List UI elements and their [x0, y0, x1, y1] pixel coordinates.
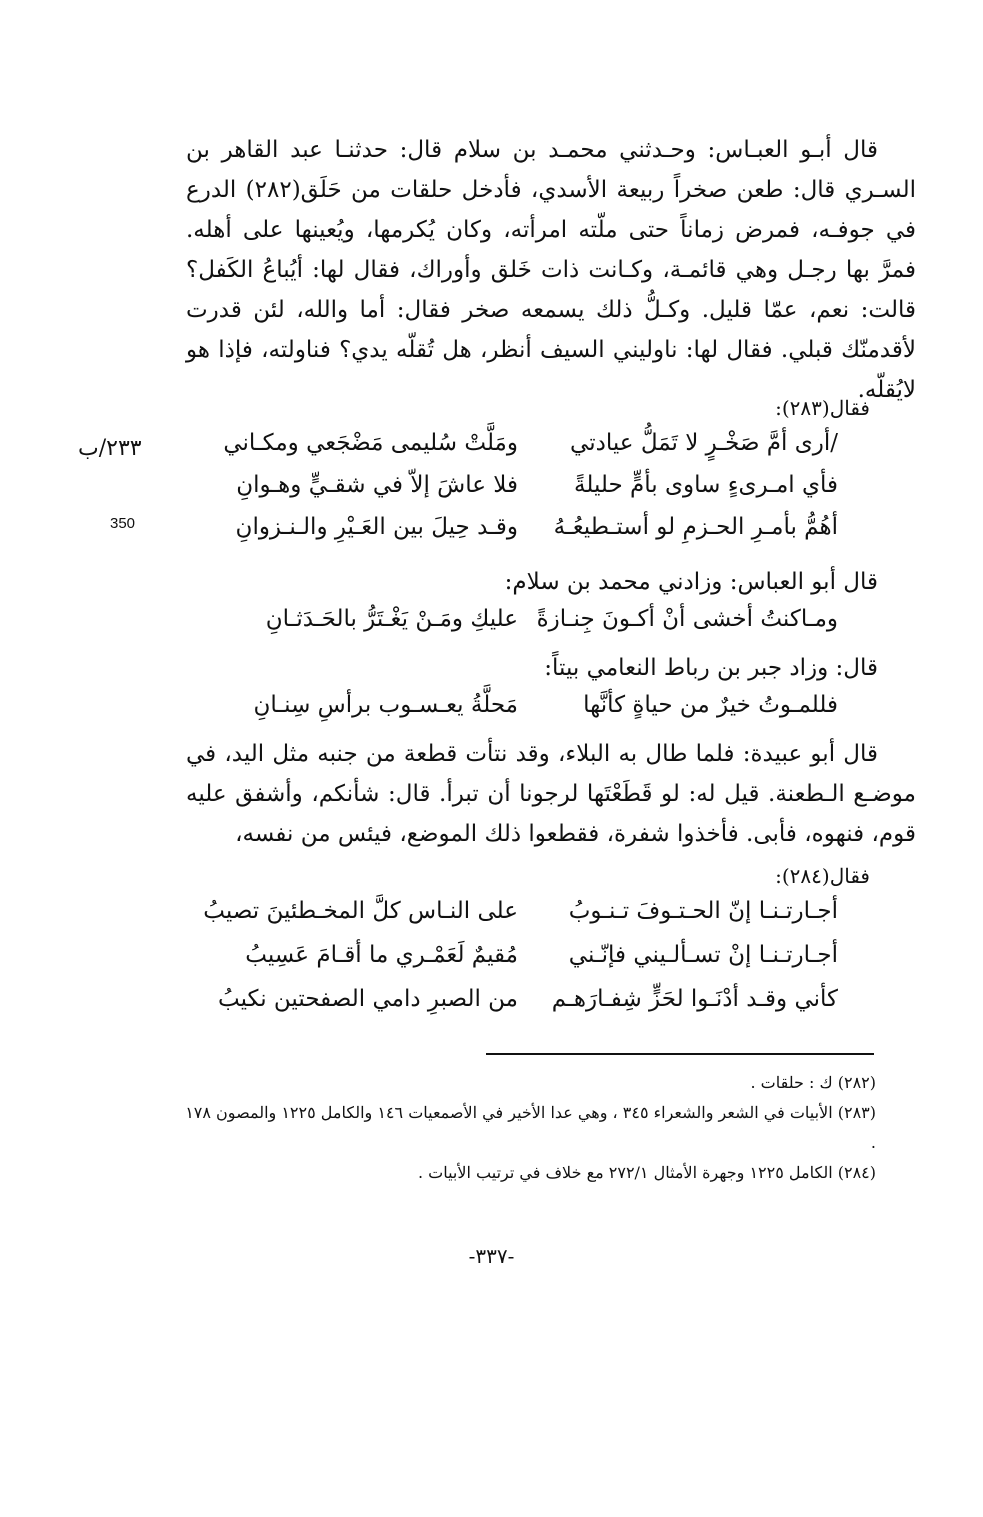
hemistich-second: وقـد حِيلَ بين العَـيْرِ والـنـزوانِ: [235, 514, 518, 540]
paragraph-text: قال أبو العباس: وزادني محمد بن سلام:: [504, 569, 878, 595]
hemistich-first: فأي امـرىءٍ ساوى بأمٍّ حليلةً: [574, 472, 838, 498]
paragraph-text: قال أبـو العبـاس: وحـدثني محمـد بن سلام قال: حدثنـا عبد القاهر بن السـري قال: طعن صخراً ربيعة الأسدي، فأدخل حلقات من حَلَق(٢٨٢) الدرع في جوفـه، فمرض زماناً حتى ملّته امرأته، وكان يُكرمها، ويُعينها على أهله. فمرَّ بها رجـل وهي قائمـة، وكـانت ذات خَلق وأوراك، فقال لها: أيُباعُ الكَفل؟ قالت: نعم، عمّا قليل. وكـلُّ ذلك يسمعه صخر فقال: أما والله، لئن قدرت لأقدمنّك قبلي. فقال لها: ناوليني السيف أنظر، هل تُقلّه يدي؟ فناولته، فإذا هو لايُقلّه.: [186, 137, 916, 403]
verse-intro-text: فقال(٢٨٤):: [775, 864, 870, 888]
verse-line: [218, 514, 838, 554]
hemistich-first: أجـارتـنـا إنْ تسـألـيني فإنّـني: [568, 942, 838, 968]
hemistich-first: أجـارتـنـا إنّ الحـتـوفَ تـنـوبُ: [568, 898, 838, 924]
paragraph-text: قال: وزاد جبر بن رباط النعامي بيتاً:: [544, 655, 878, 681]
hemistich-second: مَحلَّةُ يعـسـوب برأسِ سِنـانِ: [253, 692, 518, 718]
paragraph-main: [186, 130, 916, 410]
paragraph-addition: [186, 562, 916, 602]
hemistich-second: من الصبرِ دامي الصفحتين نكيبُ: [217, 986, 518, 1012]
verse-line: [218, 986, 838, 1026]
footnotes: [180, 1068, 876, 1188]
hemistich-second: فلا عاشَ إلاّ في شقـيٍّ وهـوانِ: [236, 472, 518, 498]
manuscript-page-number: 350: [110, 515, 136, 532]
hemistich-second: مُقيمٌ لَعَمْـري ما أقـامَ عَسِيبُ: [245, 942, 518, 968]
hemistich-second: ومَلَّتْ سُليمى مَضْجَعي ومكـاني: [223, 430, 518, 456]
footnote: (٢٨٣) الأبيات في الشعر والشعراء ٣٤٥ ، وهي عدا الأخير في الأصمعيات ١٤٦ والكامل ١٢٢٥ والمصون ١٧٨ .: [185, 1103, 876, 1152]
paragraph-addition: [186, 648, 916, 688]
verse-line: [203, 898, 838, 938]
paragraph-main: [186, 734, 916, 854]
hemistich-second: عليكِ ومَـنْ يَغْـتَرُّ بالحَـدَثـانِ: [265, 606, 518, 632]
page-number: -٣٣٧-: [468, 1244, 515, 1268]
paragraph-text: قال أبو عبيدة: فلما طال به البلاء، وقد نتأت قطعة من جنبه مثل اليد، في موضـع الـطعنة. قيل له: لو قَطَعْتَها لرجونا أن تبرأ. قال: شأنكم، وأشفق عليه قوم، فنهوه، فأبى. فأخذوا شفرة، فقطعوا ذلك الموضع، فيئس من نفسه،: [186, 741, 916, 847]
footnote: (٢٨٤) الكامل ١٢٢٥ وجهرة الأمثال ٢٧٢/١ مع خلاف في ترتيب الأبيات .: [417, 1163, 876, 1182]
verse-line: [218, 430, 838, 470]
verse-line: [218, 606, 838, 646]
hemistich-first: فللمـوتُ خيرٌ من حياةٍ كأنَّها: [583, 692, 838, 718]
footnote-divider: [486, 1053, 874, 1055]
hemistich-second: على النـاس كلَّ المخـطئينَ تصيبُ: [203, 898, 518, 924]
verse-line: [218, 942, 838, 982]
verse-intro-text: فقال(٢٨٣):: [775, 396, 870, 420]
verse-line: [218, 692, 838, 732]
verse-intro: [600, 862, 870, 890]
manuscript-folio-ref: ٢٣٣/ب: [78, 436, 142, 461]
verse-line: [218, 472, 838, 512]
hemistich-first: /أرى أمَّ صَخْـرٍ لا تَمَلُّ عيادتي: [570, 430, 838, 456]
hemistich-first: أهُمُّ بأمـرِ الحـزمِ لو أستـطيعُـهُ: [553, 514, 838, 540]
hemistich-first: كأني وقـد أدْنَـوا لحَزٍّ شِفـارَهـم: [551, 986, 838, 1012]
verse-intro: [600, 394, 870, 422]
hemistich-first: ومـاكنتُ أخشى أنْ أكـونَ جِنـازةً: [536, 606, 838, 632]
footnote: (٢٨٢) ك : حلقات .: [750, 1073, 876, 1092]
